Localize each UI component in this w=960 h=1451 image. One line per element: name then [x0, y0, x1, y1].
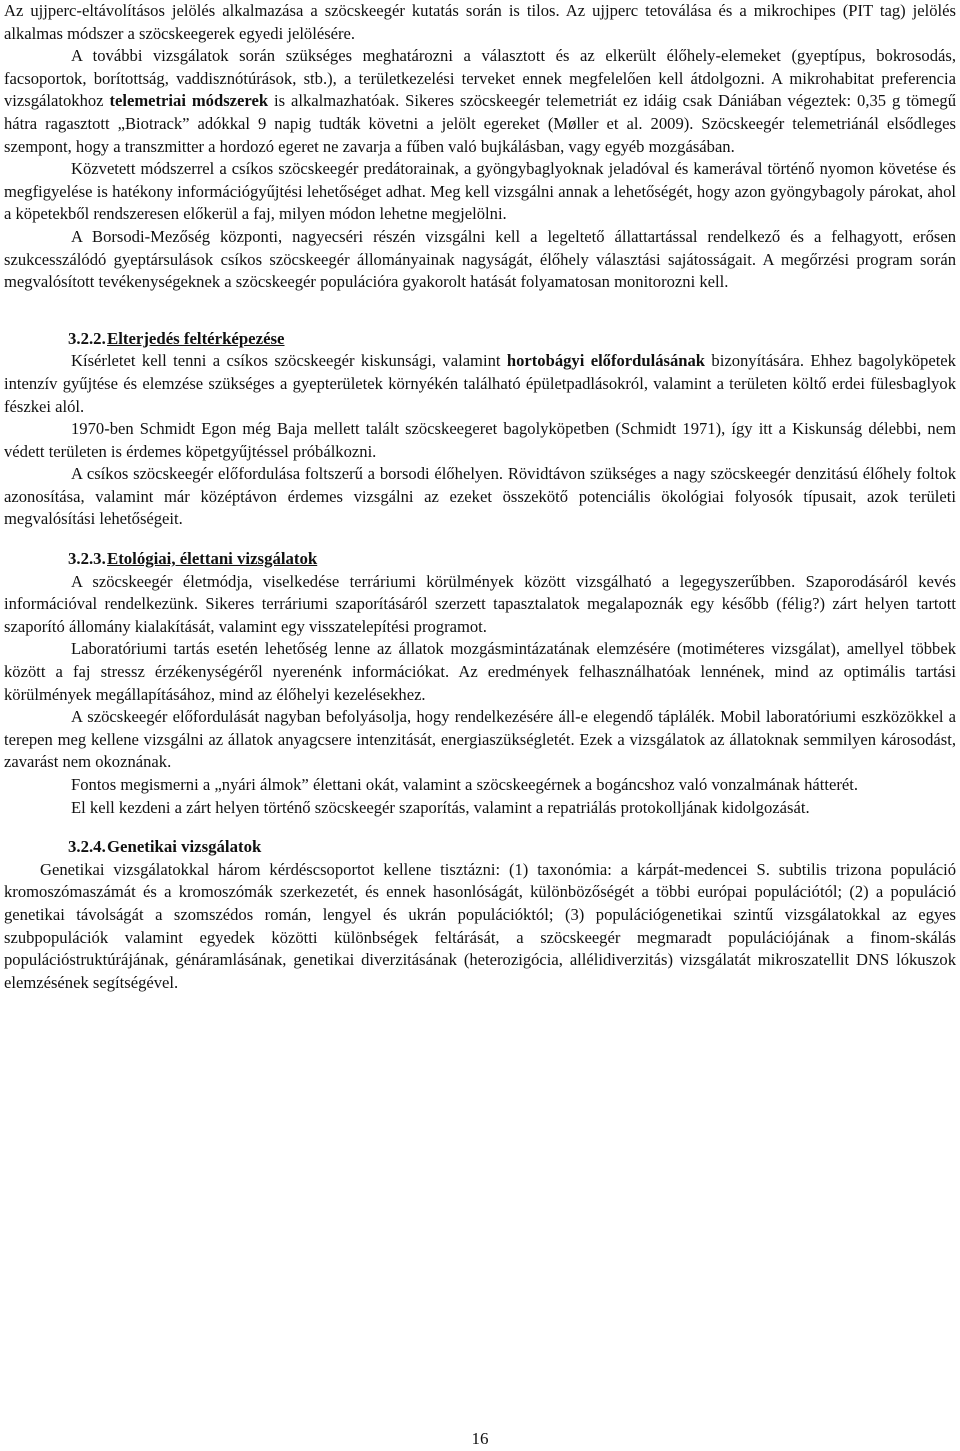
heading-number: 3.2.3. [68, 549, 106, 569]
paragraph-distribution-3: A csíkos szöcskeegér előfordulása foltszerű a borsodi élőhelyen. Rövidtávon szükséges a nagy szöcskeegér denzitású élőhely foltok azonosítása, valamint már középtávon érdemes vizsgálni az ezeket összekötő potenciális ökológiai folyosók típusait, azok területi megvalósítási lehetőségeit. [4, 464, 956, 529]
paragraph-borsod-monitoring: A Borsodi-Mezőség központi, nagyecséri részén vizsgálni kell a legeltető állattartással rendelkező és a felhagyott, erősen szukcesszálódó gyeptársulások csíkos szöcskeegér állományainak nagyságát, élőhely választási sajátosságait. A megőrzési program során megvalósított tevékenységeknek a szöcskeegér populációra gyakorolt hatását folyamatosan monitorozni kell. [4, 226, 956, 292]
distribution-text-before: Kísérletet kell tenni a csíkos szöcskeegér kiskunsági, valamint [71, 351, 507, 371]
heading-number: 3.2.2. [68, 328, 106, 348]
telemetry-bold-phrase: telemetriai módszerek [109, 91, 269, 111]
heading-3-2-4 [4, 836, 956, 859]
heading-number: 3.2.4. [68, 837, 106, 857]
heading-3-2-3 [4, 548, 956, 571]
heading-3-2-2 [4, 328, 956, 351]
paragraph-ethology-4: Fontos megismerni a „nyári álmok” élettani okát, valamint a szöcskeegérnek a bogáncshoz való vonzalmának hátterét. [71, 775, 858, 794]
heading-title: Genetikai vizsgálatok [107, 837, 262, 857]
section-gap [4, 531, 956, 548]
heading-title: Etológiai, élettani vizsgálatok [107, 549, 318, 569]
distribution-bold-phrase: hortobágyi előfordulásának [506, 351, 706, 371]
telemetry-text-after: is alkalmazhatóak. Sikeres szöcskeegér telemetriát ez idáig csak Dániában végeztek: 0,35 g tömegű hátra ragasztott „Biotrack” adókkal 9 napig tudták követni a jelölt egereket (Møller et al. 2009). Szöcskeegér telemetriánál elsődleges szempont, hogy a transzmitter a hordozó egeret ne zavarja a fűben való bujkálásban, vagy egyéb mozgásában. [4, 91, 957, 156]
paragraph-marking: Az ujjperc-eltávolításos jelölés alkalmazása a szöcskeegér kutatás során is tilos. Az ujjperc tetoválása és a mikrochipes (PIT tag) jelölés alkalmas módszer a szöcskeegerek egyedi jelölésére. [4, 1, 956, 43]
distribution-text-after: bizonyítására. Ehhez bagolyköpetek intenzív gyűjtése és elemzése szükséges a gyepterületek környékén található épületpadlásokról, valamint a területen költő erdei fülesbaglyok fészkei alól. [4, 351, 956, 416]
paragraph-distribution-1 [4, 350, 956, 418]
paragraph-ethology-2: Laboratóriumi tartás esetén lehetőség lenne az állatok mozgásmintázatának elemzésére (motiméteres vizsgálat), amellyel többek között a faj stressz érzékenységéről nyerenénk információkat. Az eredmények felhasználhatóak lennének, mind az optimális tartási körülmények megállapításához, mind az élőhelyi kezelésekhez. [4, 639, 956, 704]
paragraph-distribution-2: 1970-ben Schmidt Egon még Baja mellett talált szöcskeegeret bagolyköpetben (Schmidt 1971), így itt a Kiskunság délebbi, nem védett területen is érdemes köpetgyűjtéssel próbálkozni. [4, 419, 956, 461]
page-number: 16 [471, 1429, 489, 1448]
paragraph-telemetry [4, 45, 956, 158]
telemetry-text-before: A további vizsgálatok során szükséges meghatározni a választott és az elkerült élőhely-elemeket (gyeptípus, bokrosodás, facsoportok, borítottság, vaddisznótúrások, stb.), a területkezelési terveket ennek megfelelően kell átdolgozni. A mikrohabitat preferencia vizsgálatokhoz [4, 46, 956, 111]
section-gap [4, 819, 956, 836]
paragraph-owl-tracking: Közvetett módszerrel a csíkos szöcskeegér predátorainak, a gyöngybaglyoknak jeladóval és kamerával történő nyomon követése és megfigyelése is hatékony információgyűjtési lehetőséget adhat. Meg kell vizsgálni annak a lehetőségét, hogy azon gyöngybagoly párokat, ahol a köpetekből rendszeresen előkerül a faj, milyen módon lehetne megjelölni. [4, 159, 956, 224]
paragraph-genetics-1: Genetikai vizsgálatokkal három kérdéscsoportot kellene tisztázni: (1) taxonómia: a kárpát-medencei S. subtilis trizona populáció kromoszómaszámát és a kromoszómák szerkezetét, és ennek hasonlóságát, különbözőségét a többi európai populációtól; (2) a populáció genetikai távolságát a szomszédos román, lengyel és ukrán populációktól; (3) populációgenetikai szintű vizsgálatokkal az egyes szubpopulációk valamint egyedek közötti különbségek feltárását, a szöcskeegér megmaradt populációjának a finom-skálás populációstruktúrájának, génáramlásának, genetikai diverzitásának (heterozigócia, allélidiverzitás) vizsgálatát mikroszatellit DNS lókuszok elemzésének segítségével. [4, 859, 956, 992]
document-page [4, 0, 956, 994]
paragraph-ethology-1: A szöcskeegér életmódja, viselkedése terráriumi körülmények között vizsgálható a legegyszerűbben. Szaporodásáról kevés információval rendelkezünk. Sikeres terráriumi szaporításáról szerzett tapasztalatok megalapoznák egy később (félig?) zárt helyen tartott szaporító állomány kialakítását, valamint egy visszatelepítési programot. [4, 571, 956, 636]
paragraph-ethology-3: A szöcskeegér előfordulását nagyban befolyásolja, hogy rendelkezésére áll-e elegendő táplálék. Mobil laboratóriumi eszközökkel a terepen meg kellene vizsgálni az állatok anyagcsere intenzitását, energiaszükségletét. Ezek a vizsgálatok az állatoknak semmilyen károsodást, zavarást nem okoznának. [4, 707, 956, 772]
section-gap [4, 294, 956, 328]
heading-title: Elterjedés feltérképezése [107, 328, 285, 348]
paragraph-ethology-5: El kell kezdeni a zárt helyen történő szöcskeegér szaporítás, valamint a repatriálás protokolljának kidolgozását. [71, 797, 810, 817]
